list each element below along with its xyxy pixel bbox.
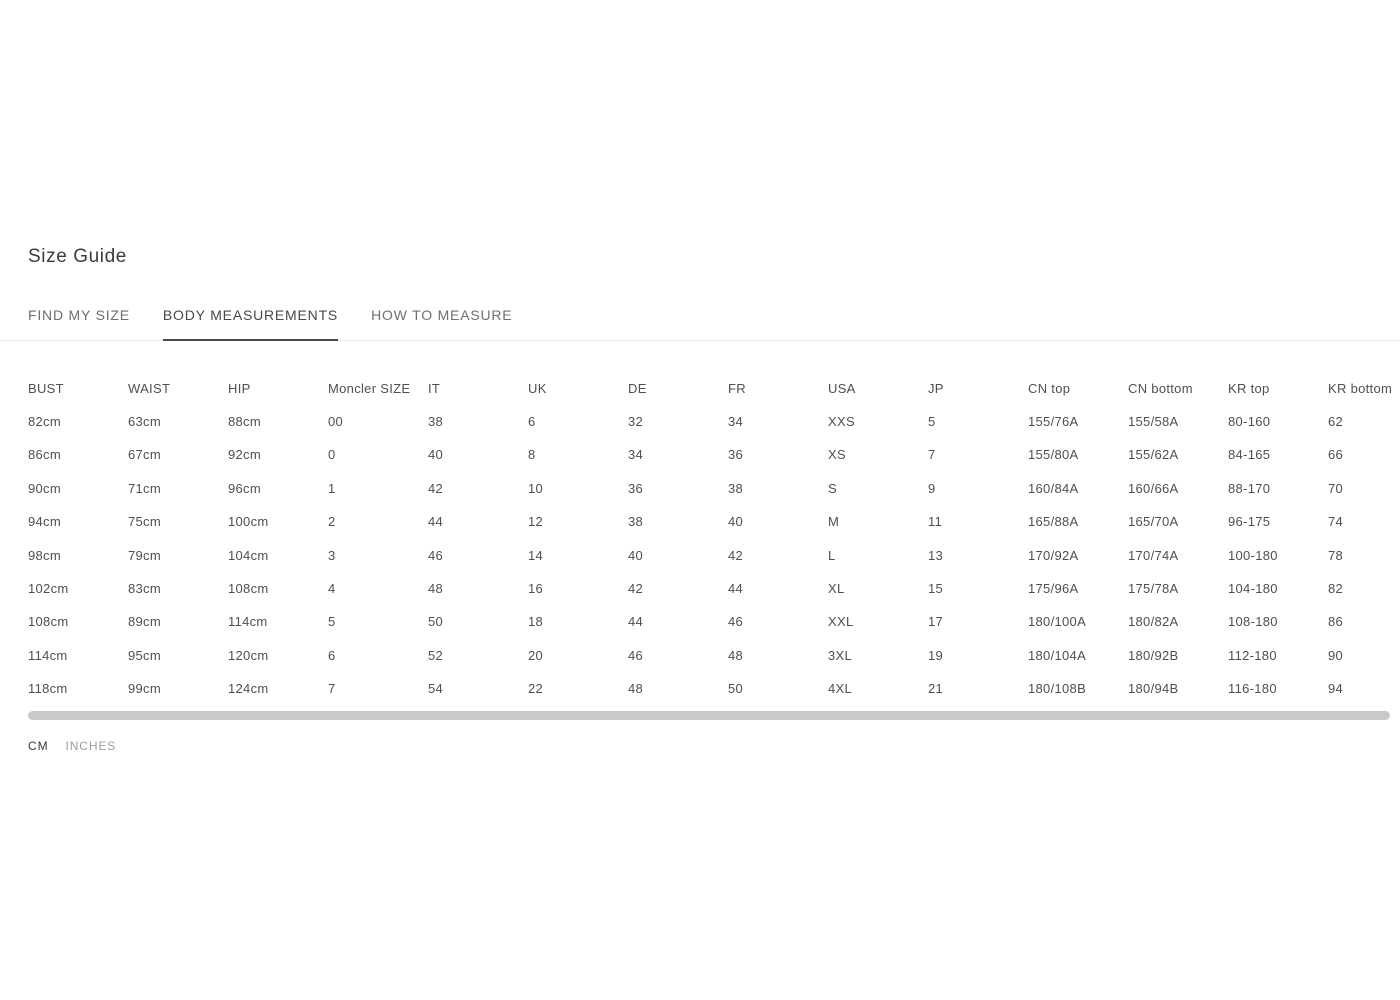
table-cell: 7 bbox=[328, 681, 336, 697]
table-row bbox=[28, 572, 1400, 605]
page-title: Size Guide bbox=[28, 246, 127, 267]
table-cell: 40 bbox=[428, 447, 444, 463]
column-header: USA bbox=[828, 380, 856, 396]
table-cell: 75cm bbox=[128, 514, 161, 530]
table-cell: 5 bbox=[328, 614, 336, 630]
table-cell: 48 bbox=[728, 647, 744, 663]
table-cell: 9 bbox=[928, 480, 936, 496]
unit-toggle-cm[interactable]: CM bbox=[28, 739, 49, 754]
table-cell: 10 bbox=[528, 480, 544, 496]
table-cell: 95cm bbox=[128, 647, 161, 663]
table-cell: 15 bbox=[928, 581, 944, 597]
size-table-scroll-area[interactable] bbox=[0, 372, 1400, 706]
table-cell: 114cm bbox=[228, 614, 268, 630]
table-cell: 86cm bbox=[28, 447, 61, 463]
table-cell: 34 bbox=[628, 447, 644, 463]
size-guide-tabs bbox=[0, 307, 1400, 341]
table-row bbox=[28, 405, 1400, 438]
table-cell: 94 bbox=[1328, 681, 1344, 697]
table-cell: 170/92A bbox=[1028, 547, 1079, 563]
table-cell: 38 bbox=[428, 414, 444, 430]
table-cell: 82cm bbox=[28, 414, 61, 430]
table-cell: 48 bbox=[428, 581, 444, 597]
column-header: BUST bbox=[28, 380, 64, 396]
table-cell: 108cm bbox=[228, 581, 269, 597]
table-cell: 165/70A bbox=[1128, 514, 1179, 530]
size-table bbox=[28, 372, 1400, 706]
table-cell: 99cm bbox=[128, 681, 161, 697]
table-cell: 180/94B bbox=[1128, 681, 1179, 697]
table-cell: 36 bbox=[728, 447, 744, 463]
table-cell: 170/74A bbox=[1128, 547, 1179, 563]
table-cell: 40 bbox=[628, 547, 644, 563]
table-cell: 7 bbox=[928, 447, 936, 463]
table-cell: 165/88A bbox=[1028, 514, 1079, 530]
table-header-row bbox=[28, 372, 1400, 405]
table-cell: 104cm bbox=[228, 547, 269, 563]
table-cell: 155/58A bbox=[1128, 414, 1179, 430]
table-cell: 86 bbox=[1328, 614, 1344, 630]
table-cell: 96-175 bbox=[1228, 514, 1271, 530]
table-row bbox=[28, 472, 1400, 505]
table-cell: 5 bbox=[928, 414, 936, 430]
table-cell: 50 bbox=[728, 681, 744, 697]
table-row bbox=[28, 672, 1400, 705]
table-cell: 160/66A bbox=[1128, 480, 1179, 496]
table-cell: 88cm bbox=[228, 414, 261, 430]
table-cell: 155/76A bbox=[1028, 414, 1079, 430]
table-cell: 50 bbox=[428, 614, 444, 630]
table-cell: 40 bbox=[728, 514, 744, 530]
table-cell: 120cm bbox=[228, 647, 269, 663]
column-header: HIP bbox=[228, 380, 251, 396]
table-cell: 32 bbox=[628, 414, 644, 430]
table-cell: 114cm bbox=[28, 647, 68, 663]
table-cell: 38 bbox=[628, 514, 644, 530]
table-cell: 34 bbox=[728, 414, 744, 430]
table-cell: M bbox=[828, 514, 840, 530]
table-cell: 13 bbox=[928, 547, 944, 563]
table-cell: 44 bbox=[428, 514, 444, 530]
table-cell: S bbox=[828, 480, 837, 496]
table-cell: 90 bbox=[1328, 647, 1344, 663]
table-cell: 89cm bbox=[128, 614, 161, 630]
table-cell: 17 bbox=[928, 614, 944, 630]
table-cell: 42 bbox=[728, 547, 744, 563]
table-cell: 94cm bbox=[28, 514, 61, 530]
table-cell: 104-180 bbox=[1228, 581, 1278, 597]
table-cell: 3 bbox=[328, 547, 336, 563]
column-header: IT bbox=[428, 380, 441, 396]
table-cell: 100-180 bbox=[1228, 547, 1278, 563]
table-cell: 44 bbox=[728, 581, 744, 597]
table-cell: 175/96A bbox=[1028, 581, 1079, 597]
table-cell: 4XL bbox=[828, 681, 853, 697]
table-cell: 12 bbox=[528, 514, 544, 530]
table-cell: 180/82A bbox=[1128, 614, 1179, 630]
horizontal-scrollbar-thumb[interactable] bbox=[28, 711, 1390, 720]
table-cell: 42 bbox=[428, 480, 444, 496]
column-header: CN bottom bbox=[1128, 380, 1193, 396]
table-cell: 67cm bbox=[128, 447, 161, 463]
tab-body-measurements[interactable]: BODY MEASUREMENTS bbox=[163, 307, 338, 341]
column-header: JP bbox=[928, 380, 944, 396]
table-cell: XS bbox=[828, 447, 846, 463]
table-cell: 180/104A bbox=[1028, 647, 1087, 663]
table-row bbox=[28, 538, 1400, 571]
table-cell: 46 bbox=[628, 647, 644, 663]
table-cell: 8 bbox=[528, 447, 536, 463]
unit-toggle bbox=[28, 739, 1400, 753]
table-cell: 82 bbox=[1328, 581, 1344, 597]
table-cell: 112-180 bbox=[1228, 647, 1277, 663]
column-header: DE bbox=[628, 380, 647, 396]
table-cell: 18 bbox=[528, 614, 544, 630]
table-cell: 70 bbox=[1328, 480, 1344, 496]
table-cell: 16 bbox=[528, 581, 544, 597]
table-cell: 180/92B bbox=[1128, 647, 1179, 663]
horizontal-scrollbar-track bbox=[28, 711, 1390, 720]
table-cell: 80-160 bbox=[1228, 414, 1271, 430]
table-cell: 38 bbox=[728, 480, 744, 496]
table-cell: 102cm bbox=[28, 581, 69, 597]
table-row bbox=[28, 438, 1400, 471]
table-cell: 79cm bbox=[128, 547, 161, 563]
column-header: WAIST bbox=[128, 380, 171, 396]
table-cell: 21 bbox=[928, 681, 944, 697]
table-cell: 118cm bbox=[28, 681, 68, 697]
table-cell: XXL bbox=[828, 614, 854, 630]
table-cell: XXS bbox=[828, 414, 855, 430]
column-header: KR top bbox=[1228, 380, 1270, 396]
table-cell: 2 bbox=[328, 514, 336, 530]
table-cell: 42 bbox=[628, 581, 644, 597]
table-cell: 19 bbox=[928, 647, 944, 663]
table-cell: 175/78A bbox=[1128, 581, 1179, 597]
table-cell: 100cm bbox=[228, 514, 269, 530]
table-cell: 88-170 bbox=[1228, 480, 1271, 496]
table-cell: 180/108B bbox=[1028, 681, 1087, 697]
table-cell: 83cm bbox=[128, 581, 161, 597]
column-header: Moncler SIZE bbox=[328, 380, 411, 396]
column-header: UK bbox=[528, 380, 547, 396]
table-cell: 54 bbox=[428, 681, 444, 697]
tab-how-to-measure[interactable]: HOW TO MEASURE bbox=[371, 307, 513, 323]
table-cell: 48 bbox=[628, 681, 644, 697]
table-cell: 160/84A bbox=[1028, 480, 1079, 496]
table-cell: 22 bbox=[528, 681, 544, 697]
table-cell: 62 bbox=[1328, 414, 1344, 430]
table-cell: 66 bbox=[1328, 447, 1344, 463]
table-cell: 96cm bbox=[228, 480, 261, 496]
table-cell: XL bbox=[828, 581, 845, 597]
table-cell: 92cm bbox=[228, 447, 261, 463]
table-cell: 155/62A bbox=[1128, 447, 1179, 463]
table-row bbox=[28, 605, 1400, 638]
table-cell: 46 bbox=[728, 614, 744, 630]
table-cell: 124cm bbox=[228, 681, 269, 697]
table-cell: 11 bbox=[928, 514, 943, 530]
table-cell: 116-180 bbox=[1228, 681, 1277, 697]
table-row bbox=[28, 639, 1400, 672]
table-cell: 20 bbox=[528, 647, 544, 663]
table-cell: 71cm bbox=[128, 480, 161, 496]
table-cell: 108cm bbox=[28, 614, 69, 630]
table-cell: 78 bbox=[1328, 547, 1344, 563]
table-cell: 74 bbox=[1328, 514, 1344, 530]
table-cell: 46 bbox=[428, 547, 444, 563]
table-cell: 14 bbox=[528, 547, 544, 563]
table-cell: 63cm bbox=[128, 414, 161, 430]
table-cell: 52 bbox=[428, 647, 444, 663]
table-cell: 36 bbox=[628, 480, 644, 496]
tab-find-my-size[interactable]: FIND MY SIZE bbox=[28, 307, 130, 323]
table-cell: 84-165 bbox=[1228, 447, 1271, 463]
unit-toggle-inches[interactable]: INCHES bbox=[65, 739, 117, 754]
table-cell: 4 bbox=[328, 581, 336, 597]
table-cell: 3XL bbox=[828, 647, 853, 663]
table-row bbox=[28, 505, 1400, 538]
table-cell: 6 bbox=[528, 414, 536, 430]
table-cell: 00 bbox=[328, 414, 344, 430]
table-cell: L bbox=[828, 547, 836, 563]
column-header: FR bbox=[728, 380, 746, 396]
table-cell: 1 bbox=[328, 480, 336, 496]
table-cell: 180/100A bbox=[1028, 614, 1087, 630]
column-header: KR bottom bbox=[1328, 380, 1393, 396]
table-cell: 108-180 bbox=[1228, 614, 1278, 630]
table-cell: 90cm bbox=[28, 480, 61, 496]
table-cell: 0 bbox=[328, 447, 336, 463]
table-cell: 6 bbox=[328, 647, 336, 663]
table-cell: 155/80A bbox=[1028, 447, 1079, 463]
table-cell: 44 bbox=[628, 614, 644, 630]
column-header: CN top bbox=[1028, 380, 1071, 396]
table-cell: 98cm bbox=[28, 547, 61, 563]
